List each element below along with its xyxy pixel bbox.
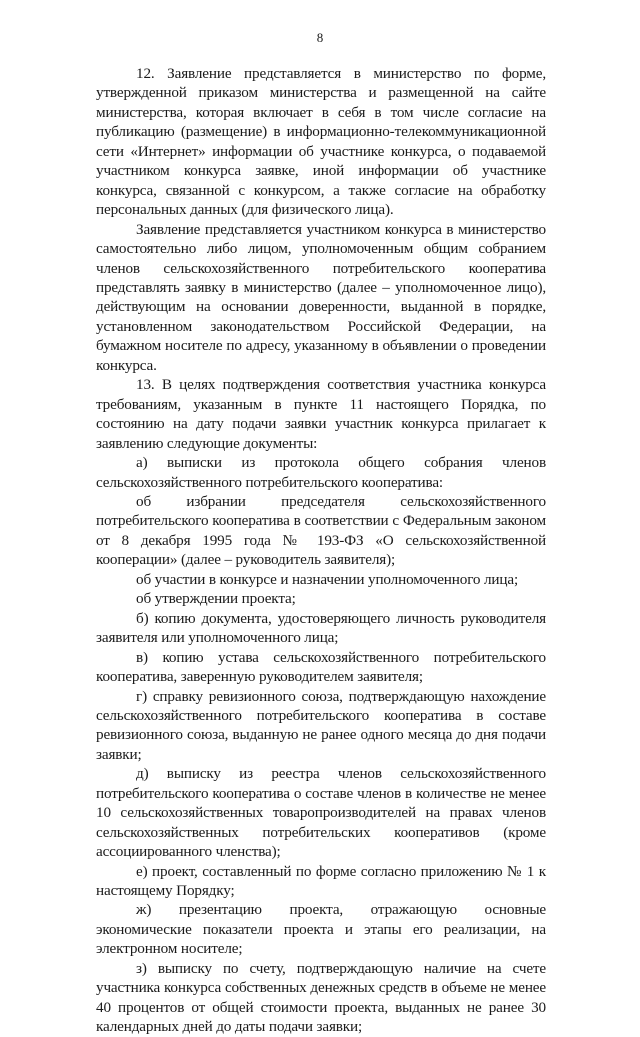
list-item-e: е) проект, составленный по форме согласно приложению № 1 к настоящему Порядку; <box>96 862 546 900</box>
list-subitem-chairman: об избрании председателя сельскохозяйственного потребительского кооператива в соответствии с Федеральным законом от 8 декабря 1995 года № 193-ФЗ «О сельскохозяйственной кооперации» (далее – руководитель заявителя); <box>96 492 546 569</box>
list-item-b: б) копию документа, удостоверяющего личность руководителя заявителя или уполномоченного лица; <box>96 609 546 647</box>
list-item-a: а) выписки из протокола общего собрания членов сельскохозяйственного потребительского кооператива: <box>96 454 546 491</box>
list-item-g: г) справку ревизионного союза, подтверждающую нахождение сельскохозяйственного потребительского кооператива в составе ревизионного союза, выданную не ранее одного месяца до дня подачи заявки; <box>96 687 546 763</box>
list-subitem-project-approval: об утверждении проекта; <box>136 590 296 608</box>
list-subitem-participation: об участии в конкурсе и назначении уполномоченного лица; <box>136 570 519 588</box>
paragraph-12: 12. Заявление представляется в министерство по форме, утвержденной приказом министерства и размещенной на сайте министерства, которая включает в себя в том числе согласие на публикацию (размещение) в информационно-телекоммуникационной сети «Интернет» информации об участнике конкурса, о подаваемой участником конкурса заявке, иной информации об участнике конкурса, связанной с конкурсом, а также согласие на обработку персональных данных (для физического лица). <box>96 65 546 219</box>
paragraph-13: 13. В целях подтверждения соответствия участника конкурса требованиям, указанным в пункте 11 настоящего Порядка, по состоянию на дату подачи заявки участник конкурса прилагает к заявлению следующие документы: <box>96 376 546 452</box>
page-number: 8 <box>316 30 324 45</box>
list-item-zh: ж) презентацию проекта, отражающую основные экономические показатели проекта и этапы его реализации, на электронном носителе; <box>96 901 546 958</box>
paragraph-application-submission: Заявление представляется участником конкурса в министерство самостоятельно либо лицом, уполномоченным общим собранием членов сельскохозяйственного потребительского кооператива представлять заявку в министерство (далее – уполномоченное лицо), действующим на основании доверенности, выданной в порядке, установленном законодательством Российской Федерации, на бумажном носителе по адресу, указанному в объявлении о проведении конкурса. <box>96 220 546 374</box>
list-item-d: д) выписку из реестра членов сельскохозяйственного потребительского кооператива о составе членов в количестве не менее 10 сельскохозяйственных товаропроизводителей на правах членов сельскохозяйственных потребительских кооперативов (кроме ассоциированного членства); <box>96 765 546 861</box>
list-item-v: в) копию устава сельскохозяйственного потребительского кооператива, заверенную руководителем заявителя; <box>96 648 546 686</box>
list-item-z: з) выписку по счету, подтверждающую наличие на счете участника конкурса собственных денежных средств в объеме не менее 40 процентов от общей стоимости проекта, выданных не ранее 30 календарных дней до даты подачи заявки; <box>96 959 546 1036</box>
document-body <box>96 64 546 1037</box>
